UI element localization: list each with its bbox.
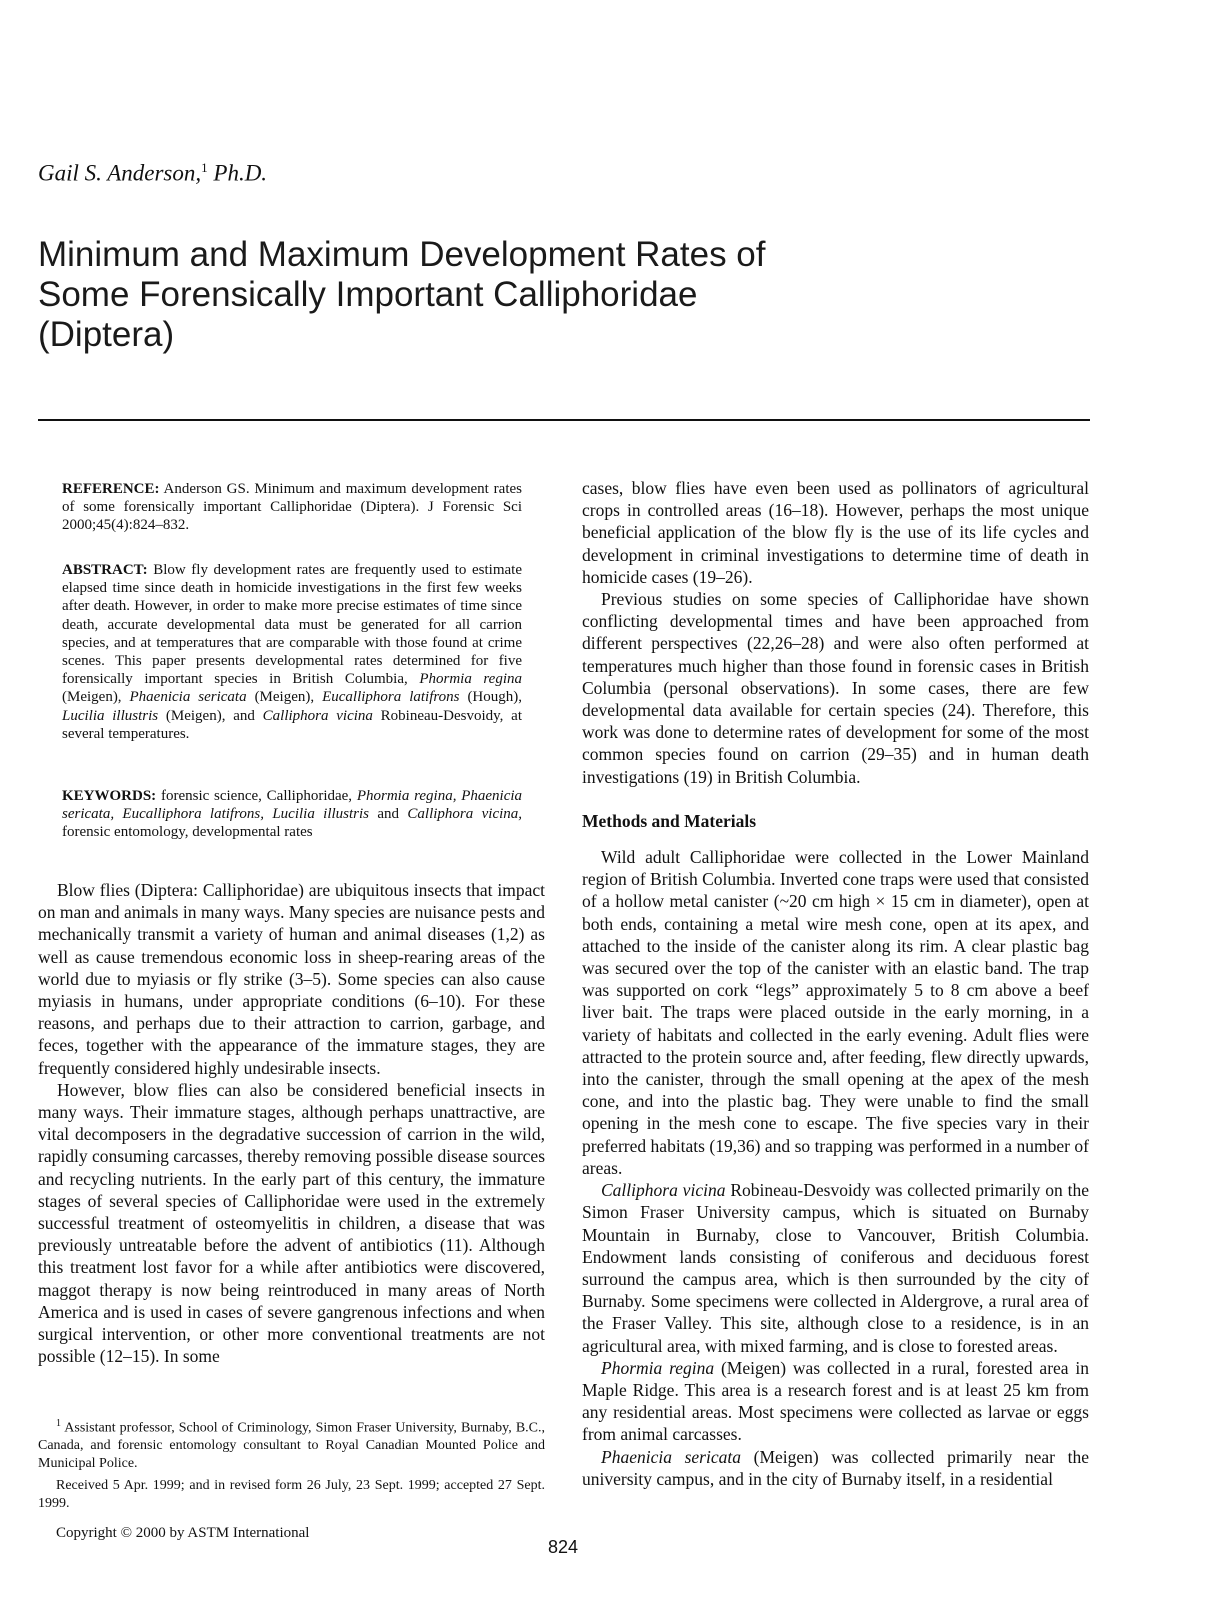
body-paragraph — [582, 1446, 1089, 1490]
reference-text: Anderson GS. Minimum and maximum development rates of some forensically important Calliphoridae (Diptera). J Forensic Sci 2000;45(4):824–832. — [62, 481, 522, 534]
keywords-label: KEYWORDS: — [62, 788, 157, 804]
abstract-text: (Hough), — [467, 689, 523, 706]
title-line-3: (Diptera) — [38, 315, 175, 354]
author-degree: Ph.D. — [207, 160, 268, 186]
paragraph-text: (Meigen) was collected primarily near the university campus, and in the city of Burnaby itself, in a residential — [582, 1446, 1089, 1489]
body-paragraph: Wild adult Calliphoridae were collected in the Lower Mainland region of British Columbia. Inverted cone traps were used that consisted of a hollow metal canister (~20 cm high × 15 cm in diameter), open at both ends, containing a metal wire mesh cone, open at its apex, and attached to the inside of the canister along its rim. A clear plastic bag was secured over the top of the canister with an elastic band. The trap was supported on cork “legs” approximately 5 to 8 cm above a beef liver bait. The traps were placed outside in the early morning, in a variety of habitats and collected in the early evening. Adult flies were attracted to the protein source and, after feeding, flew directly upwards, into the canister, through the small opening at the apex of the mesh cone, and into the plastic bag. They were unable to find the small opening in the mesh cone to escape. The five species vary in their preferred habitats (19,36) and so trapping was performed in a number of areas. — [582, 847, 1089, 1178]
author-byline — [38, 160, 267, 187]
title-divider — [38, 419, 1090, 421]
species-name: Calliphora vicina, — [407, 806, 523, 823]
body-paragraph: Blow flies (Diptera: Calliphoridae) are ubiquitous insects that impact on man and animals in many ways. Many species are nuisance pests and mechanically transmit a variety of human and animal diseases (1,2) as well as cause tremendous economic loss in sheep-rearing areas of the world due to myiasis or fly strike (3–5). Some species can also cause myiasis in humans, under appropriate conditions (6–10). For these reasons, and perhaps due to their attraction to carrion, garbage, and feces, together with the appearance of the immature stages, they are frequently considered highly undesirable insects. — [38, 880, 545, 1078]
species-name: Calliphora vicina — [601, 1180, 726, 1201]
body-paragraph — [582, 1179, 1089, 1357]
species-name: Phaenicia sericata, Eucalliphora latifrons, Lucilia illustris — [62, 788, 523, 823]
abstract-text: (Meigen), — [62, 689, 122, 706]
keywords-block — [62, 787, 522, 842]
body-paragraph: Previous studies on some species of Calliphoridae have shown conflicting developmental times and have been approached from different perspectives (22,26–28) and were also often performed at temperatures much higher than those found in forensic cases in British Columbia (personal observations). In some cases, there are few developmental data available for certain species (24). Therefore, this work was done to determine rates of development for some of the most common species found on carrion (29–35) and in human death investigations (19) in British Columbia. — [582, 589, 1089, 787]
footnote-mark: 1 — [56, 1418, 61, 1429]
body-paragraph: cases, blow flies have even been used as pollinators of agricultural crops in controlled areas (16–18). However, perhaps the most unique beneficial application of the blow fly is the use of its life cycles and development in criminal investigations to determine time of death in homicide cases (19–26). — [582, 478, 1089, 587]
footnote-affiliation — [38, 1415, 545, 1472]
author-footnote-mark: 1 — [201, 160, 208, 175]
reference-label: REFERENCE: — [62, 481, 160, 497]
abstract-text: (Meigen), and — [165, 707, 255, 724]
body-paragraph — [582, 1357, 1089, 1446]
paper-title — [38, 235, 858, 355]
body-column-right — [582, 477, 1089, 1490]
title-line-2: Some Forensically Important Calliphoridae — [38, 275, 698, 314]
species-name: Eucalliphora latifrons — [322, 689, 460, 706]
abstract-text: Blow fly development rates are frequently used to estimate elapsed time since death in homicide investigations in the first few weeks after death. However, in order to make more precise estimates of time since death, accurate developmental data must be generated for all carrion species, and at temperatures that are comparable with those found at crime scenes. This paper presents developmental rates determined for five forensically important species in British Columbia, — [62, 562, 523, 688]
copyright-notice: Copyright © 2000 by ASTM International — [56, 1525, 310, 1541]
body-paragraph: However, blow flies can also be considered beneficial insects in many ways. Their immature stages, although perhaps unattractive, are vital decomposers in the degradative succession of carrion in the wild, rapidly consuming carcasses, thereby removing possible disease sources and recycling nutrients. In the early part of this century, the immature stages of several species of Calliphoridae were used in the extremely successful treatment of osteomyelitis in children, a disease that was previously untreatable before the advent of antibiotics (11). Although this treatment lost favor for a while after antibiotics were discovered, maggot therapy is now being reintroduced in many areas of North America and is used in cases of severe gangrenous infections and when surgical intervention, or other more conventional treatments are not possible (12–15). In some — [38, 1079, 545, 1367]
page-number: 824 — [548, 1537, 579, 1557]
footnotes — [38, 1415, 545, 1518]
species-name: Lucilia illustris — [62, 707, 159, 724]
species-name: Phaenicia sericata — [601, 1446, 741, 1467]
abstract-text: Robineau-Desvoidy, at several temperatures. — [62, 707, 523, 742]
abstract-block — [62, 561, 522, 743]
footnote-text: Assistant professor, School of Criminology, Simon Fraser University, Burnaby, B.C., Canada, and forensic entomology consultant to Royal Canadian Mounted Police and Municipal Police. — [38, 1420, 545, 1471]
species-name: Phaenicia sericata — [129, 689, 247, 706]
author-name: Gail S. Anderson, — [38, 160, 202, 186]
paragraph-text: (Meigen) was collected in a rural, forested area in Maple Ridge. This area is a research forest and is at least 25 km from any residential areas. Most specimens were collected as larvae or eggs from animal carcasses. — [582, 1357, 1089, 1445]
title-line-1: Minimum and Maximum Development Rates of — [38, 235, 766, 274]
species-name: Phormia regina — [601, 1357, 715, 1378]
species-name: Calliphora vicina — [262, 707, 373, 724]
footnote-received: Received 5 Apr. 1999; and in revised form 26 July, 23 Sept. 1999; accepted 27 Sept. 1999. — [38, 1478, 545, 1512]
reference-block — [62, 480, 522, 535]
body-column-left — [38, 879, 545, 1367]
keywords-text: forensic science, Calliphoridae, — [160, 788, 353, 804]
abstract-label: ABSTRACT: — [62, 562, 148, 578]
keywords-text: and — [377, 806, 400, 823]
keywords-text: forensic entomology, developmental rates — [62, 824, 313, 841]
abstract-text: (Meigen), — [254, 689, 315, 706]
section-heading: Methods and Materials — [582, 810, 757, 831]
paragraph-text: Robineau-Desvoidy was collected primarily on the Simon Fraser University campus, which is situated on Burnaby Mountain in Burnaby, close to Vancouver, British Columbia. Endowment lands consisting of coniferous and deciduous forest surround the campus area, which is then surrounded by the city of Burnaby. Some specimens were collected in Aldergrove, a rural area of the Fraser Valley. This site, although close to a residence, is in an agricultural area, with mixed farming, and is close to forested areas. — [582, 1180, 1090, 1356]
species-name: Phormia regina — [419, 671, 522, 688]
species-name: Phormia regina, — [356, 788, 457, 804]
